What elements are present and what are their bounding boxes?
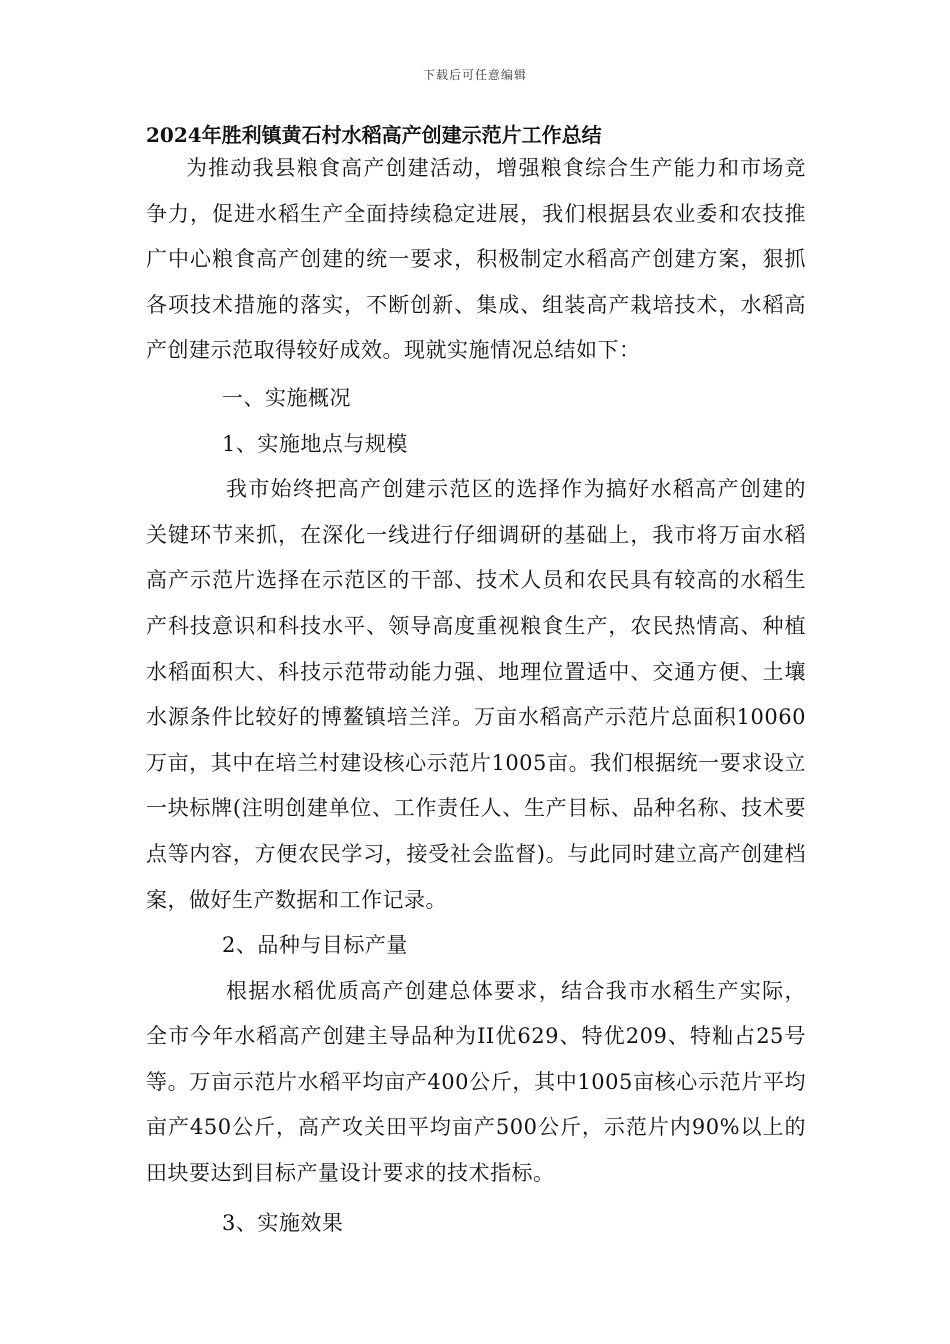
header-note: 下载后可任意编辑: [422, 68, 527, 82]
document-title: 2024年胜利镇黄石村水稻高产创建示范片工作总结: [146, 123, 602, 147]
intro-paragraph: 为推动我县粮食高产创建活动，增强粮食综合生产能力和市场竞争力，促进水稻生产全面持续稳定进展，我们根据县农业委和农技推广中心粮食高产创建的统一要求，积极制定水稻高产创建方案，狠抓各项技术措施的落实，不断创新、集成、组装高产栽培技术，水稻高产创建示范取得较好成效。现就实施情况总结如下：: [146, 156, 806, 363]
location-paragraph: 我市始终把高产创建示范区的选择作为搞好水稻高产创建的关键环节来抓，在深化一线进行仔细调研的基础上，我市将万亩水稻高产示范片选择在示范区的干部、技术人员和农民具有较高的水稻生产科技意识和科技水平、领导高度重视粮食生产，农民热情高、种植水稻面积大、科技示范带动能力强、地理位置适中、交通方便、土壤水源条件比较好的博鳌镇培兰洋。万亩水稻高产示范片总面积10060万亩，其中在培兰村建设核心示范片1005亩。我们根据统一要求设立一块标牌(注明创建单位、工作责任人、生产目标、品种名称、技术要点等内容，方便农民学习，接受社会监督)。与此同时建立高产创建档案，做好生产数据和工作记录。: [146, 477, 806, 912]
varieties-paragraph: 根据水稻优质高产创建总体要求，结合我市水稻生产实际，全市今年水稻高产创建主导品种为II优629、特优209、特籼占25号等。万亩示范片水稻平均亩产400公斤，其中1005亩核心示范片平均亩产450公斤，高产攻关田平均亩产500公斤，示范片内90%以上的田块要达到目标产量设计要求的技术指标。: [146, 978, 806, 1186]
subsection-heading-location: 1、实施地点与规模: [222, 431, 408, 456]
intro-block: [146, 146, 806, 374]
section-heading-overview: 一、实施概况: [222, 385, 351, 410]
subsection-heading-effects: 3、实施效果: [222, 1210, 344, 1235]
subsection-heading-varieties: 2、品种与目标产量: [222, 933, 408, 958]
document-body: [146, 121, 806, 1246]
